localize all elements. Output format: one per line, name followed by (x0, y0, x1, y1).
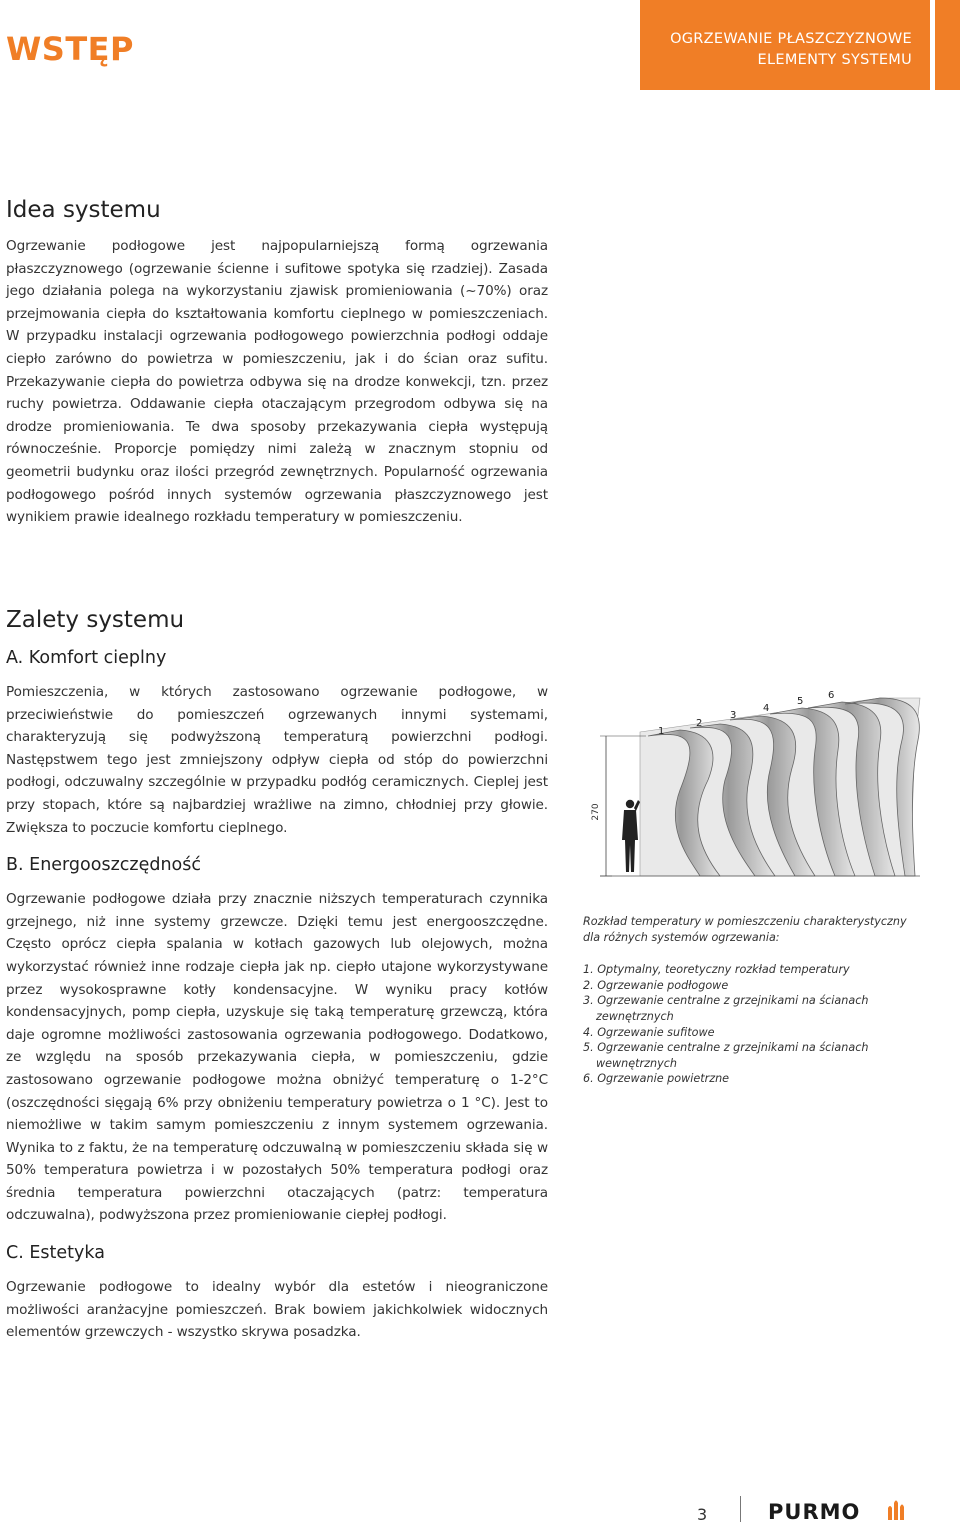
banner-line-2: ELEMENTY SYSTEMU (757, 52, 912, 68)
legend-item: 1. Optymalny, teoretyczny rozkład temperatury (583, 963, 850, 977)
curve-number-6: 6 (828, 690, 835, 701)
page-title: WSTĘP (6, 30, 134, 68)
page-number: 3 (697, 1505, 708, 1523)
energy-heading: B. Energooszczędność (6, 855, 201, 876)
aesthetics-heading: C. Estetyka (6, 1243, 105, 1264)
caption-text: Rozkład temperatury w pomieszczeniu charakterystyczny dla różnych systemów ogrzewania: (583, 915, 907, 944)
flame-icon (888, 1501, 904, 1521)
curve-number-2: 2 (696, 718, 703, 729)
aesthetics-text: Ogrzewanie podłogowe to idealny wybór dla estetów i nieograniczone możliwości aranżacyjne pomieszczeń. Brak bowiem jakichkolwiek widocznych elementów grzewczych - wszystko skrywa posadzka. (6, 1279, 548, 1341)
caption-legend (583, 962, 913, 1087)
curve-number-4: 4 (763, 703, 770, 714)
comfort-heading: A. Komfort cieplny (6, 648, 167, 668)
person-silhouette (622, 800, 640, 872)
footer-divider (740, 1496, 741, 1522)
legend-item: 6. Ogrzewanie powietrzne (583, 1072, 730, 1086)
idea-text: Ogrzewanie podłogowe jest najpopularniejszą formą ogrzewania płaszczyznowego (ogrzewanie ścienne i sufitowe spotyka się rzadziej). Zasada jego działania polega na wykorzystaniu zjawisk promieniowania (~70%) oraz przejmowania ciepła do kształtowania komfortu cieplnego w pomieszczeniach. W przypadku instalacji ogrzewania podłogowego powierzchnia podłogi oddaje ciepło zarówno do powietrza w pomieszczeniu, jak i do ścian oraz sufitu. Przekazywanie ciepła do powietrza odbywa się na drodze konwekcji, tzn. przez ruchy powietrza. Oddawanie ciepła otaczającym przegrodom odbywa się na drodze promieniowania. Te dwa sposoby przekazywania ciepła występują równocześnie. Proporcje pomiędzy nimi zależą w znacznym stopniu od geometrii budynku oraz ilości przegród zewnętrznych. Popularność ogrzewania podłogowego pośród innych systemów ogrzewania płaszczyznowego jest wynikiem prawie idealnego rozkładu temperatury w pomieszczeniu. (6, 238, 548, 526)
curve-number-3: 3 (730, 710, 737, 721)
energy-text: Ogrzewanie podłogowe działa przy znacznie niższych temperaturach czynnika grzejnego, niż inne systemy grzewcze. Dzięki temu jest energooszczędne. Często oprócz ciepła spalania w kotłach gazowych lub olejowych, można wykorzystać również inne rodzaje ciepła jak np. ciepło utajone wykorzystywane przez wysokosprawne kotły kondensacyjne. W wyniku pracy kotłów kondensacyjnych, pomp ciepła, uzyskuje się taką temperaturę grzewczą, która daje ogromne możliwości zastosowania ogrzewania podłogowego. Dodatkowo, ze względu na sposób przekazywania ciepła, w pomieszczeniu, gdzie zastosowano ogrzewanie podłogowe można obniżyć temperaturę o 1-2°C (oszczędności sięgają 6% przy obniżeniu temperatury powietrza o 1 °C). Jest to niemożliwe w takim samym pomieszczeniu z innym systemem ogrzewania. Wynika to z faktu, że na temperaturę odczuwalną w pomieszczeniu składa się w 50% temperatura powietrza i w pozostałych 50% temperatura podłogi oraz średnia temperatura powierzchni otaczających (patrz: temperatura odczuwalna), podwyższona przez promieniowanie ciepłej podłogi. (6, 891, 548, 1224)
legend-item: 2. Ogrzewanie podłogowe (583, 978, 729, 992)
legend-item: 5. Ogrzewanie centralne z grzejnikami na ścianach wewnętrznych (583, 1041, 869, 1070)
height-label: 270 (591, 803, 601, 821)
banner-edge-strip (935, 0, 960, 90)
advantages-heading: Zalety systemu (6, 607, 185, 633)
logo-text: PURMO (768, 1500, 861, 1522)
comfort-text: Pomieszczenia, w których zastosowano ogrzewanie podłogowe, w przeciwieństwie do pomieszczeń ogrzewanych innymi systemami, charakteryzują się podwyższoną temperaturą powierzchni podłogi. Następstwem tego jest zmniejszony odpływ ciepła od stóp do powierzchni podłogi, odczuwalny szczególnie w przypadku podłóg ceramicznych. Cieplej jest przy stopach, które są najbardziej wrażliwe na zimno, chłodniej przy głowie. Zwiększa to poczucie komfortu cieplnego. (6, 684, 548, 836)
section-banner (640, 0, 930, 90)
legend-item: 3. Ogrzewanie centralne z grzejnikami na ścianach zewnętrznych (583, 994, 869, 1023)
curve-number-5: 5 (797, 696, 804, 707)
idea-section (6, 196, 548, 529)
purmo-logo (768, 1498, 910, 1522)
banner-line-1: OGRZEWANIE PŁASZCZYZNOWE (670, 31, 912, 47)
figure-caption (583, 914, 913, 1087)
advantages-section (6, 606, 548, 1344)
legend-item: 4. Ogrzewanie sufitowe (583, 1025, 715, 1039)
temperature-distribution-figure (580, 680, 930, 890)
curve-number-1: 1 (658, 726, 665, 737)
idea-heading: Idea systemu (6, 197, 161, 223)
